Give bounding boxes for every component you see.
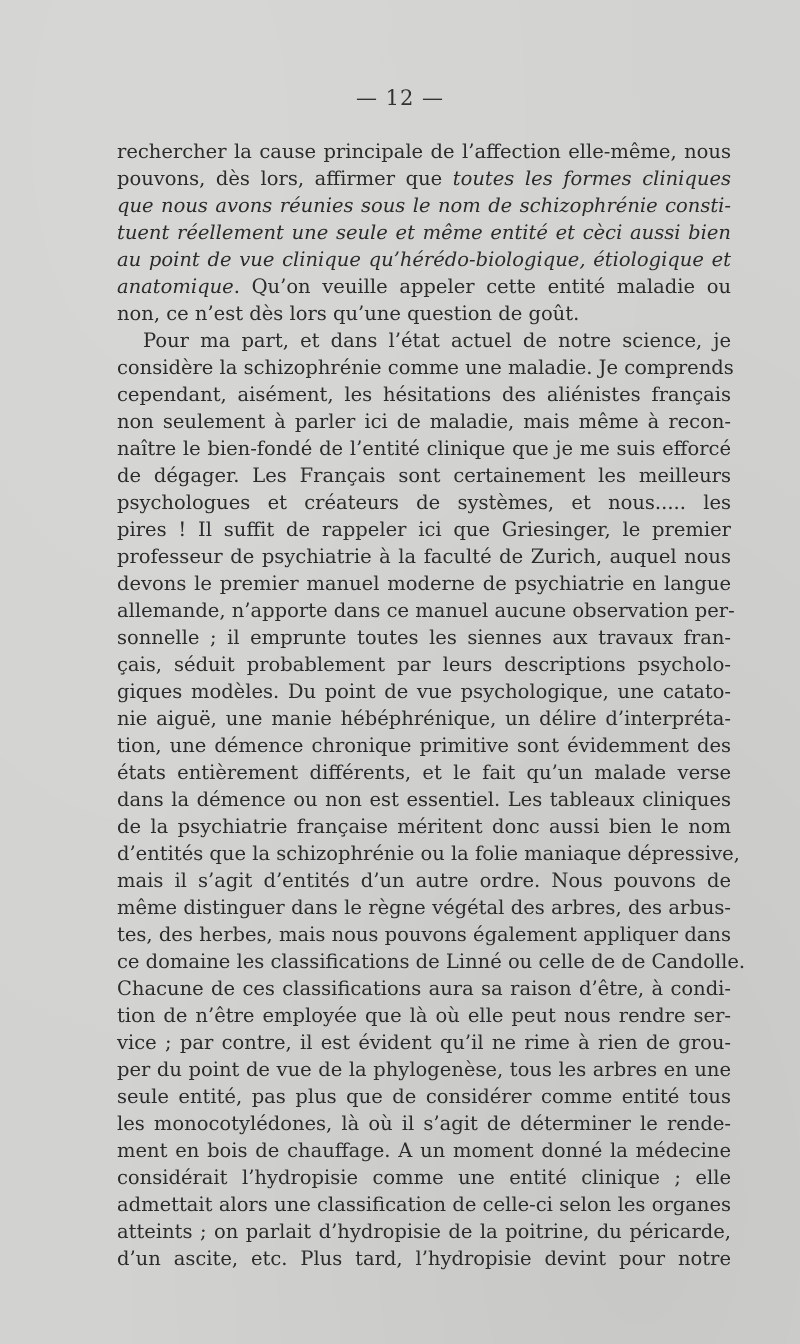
- text-line: admettait alors une classification de celle-ci selon les organes: [117, 1193, 731, 1216]
- text-line: devons le premier manuel moderne de psychiatrie en langue: [117, 572, 731, 595]
- text-line: professeur de psychiatrie à la faculté de Zurich, auquel nous: [117, 545, 731, 568]
- text-line: per du point de vue de la phylogenèse, tous les arbres en une: [117, 1058, 731, 1081]
- text-line: ce domaine les classifications de Linné ou celle de de Candolle.: [117, 950, 746, 973]
- text-line: les monocotylédones, là où il s’agit de déterminer le rende-: [117, 1112, 731, 1135]
- text-line: [117, 273, 731, 300]
- text-line: tion de n’être employée que là où elle peut nous rendre ser-: [117, 1004, 731, 1027]
- text-line: considère la schizophrénie comme une maladie. Je comprends: [117, 356, 734, 379]
- text-line: seule entité, pas plus que de considérer comme entité tous: [117, 1085, 731, 1108]
- text-line: de dégager. Les Français sont certainement les meilleurs: [117, 464, 731, 487]
- text-line: non, ce n’est dès lors qu’une question de goût.: [117, 302, 580, 325]
- text-run: . Qu’on veuille appeler cette entité maladie ou: [233, 275, 731, 298]
- text-line: tion, une démence chronique primitive sont évidemment des: [117, 734, 731, 757]
- text-line: de la psychiatrie française méritent donc aussi bien le nom: [117, 815, 731, 838]
- text-line: vice ; par contre, il est évident qu’il ne rime à rien de grou-: [117, 1031, 731, 1054]
- text-line: mais il s’agit d’entités d’un autre ordre. Nous pouvons de: [117, 869, 731, 892]
- text-line: d’un ascite, etc. Plus tard, l’hydropisie devint pour notre: [117, 1247, 731, 1270]
- text-line: sonnelle ; il emprunte toutes les siennes aux travaux fran-: [117, 626, 731, 649]
- text-line: cependant, aisément, les hésitations des aliénistes français: [117, 383, 731, 406]
- text-line: d’entités que la schizophrénie ou la folie maniaque dépressive,: [117, 842, 740, 865]
- text-line: considérait l’hydropisie comme une entité clinique ; elle: [117, 1166, 731, 1189]
- text-line: dans la démence ou non est essentiel. Les tableaux cliniques: [117, 788, 731, 811]
- page-number: — 12 —: [355, 86, 445, 110]
- text-line: Pour ma part, et dans l’état actuel de notre science, je: [143, 329, 731, 352]
- text-line: au point de vue clinique qu’hérédo-biologique, étiologique et: [117, 248, 731, 271]
- text-line: atteints ; on parlait d’hydropisie de la poitrine, du péricarde,: [117, 1220, 731, 1243]
- text-line: nie aiguë, une manie hébéphrénique, un délire d’interpréta-: [117, 707, 731, 730]
- text-run: pouvons, dès lors, affirmer que: [117, 167, 453, 190]
- text-run-italic: anatomique: [117, 275, 234, 298]
- text-line: allemande, n’apporte dans ce manuel aucune observation per-: [117, 599, 735, 622]
- text-line: naître le bien-fondé de l’entité clinique que je me suis efforcé: [117, 437, 731, 460]
- text-line: rechercher la cause principale de l’affection elle-même, nous: [117, 140, 731, 163]
- text-line: états entièrement différents, et le fait qu’un malade verse: [117, 761, 731, 784]
- text-run-italic: toutes les formes cliniques: [452, 167, 731, 190]
- text-line: [117, 165, 731, 192]
- text-line: çais, séduit probablement par leurs descriptions psycholo-: [117, 653, 731, 676]
- text-line: non seulement à parler ici de maladie, mais même à recon-: [117, 410, 731, 433]
- text-line: que nous avons réunies sous le nom de schizophrénie consti-: [117, 194, 731, 217]
- text-line: giques modèles. Du point de vue psychologique, une catato-: [117, 680, 731, 703]
- text-line: pires ! Il suffit de rappeler ici que Griesinger, le premier: [117, 518, 731, 541]
- text-line: même distinguer dans le règne végétal des arbres, des arbus-: [117, 896, 731, 919]
- text-line: tes, des herbes, mais nous pouvons également appliquer dans: [117, 923, 731, 946]
- body-text: [117, 138, 746, 1272]
- text-line: ment en bois de chauffage. A un moment donné la médecine: [117, 1139, 731, 1162]
- text-line: psychologues et créateurs de systèmes, et nous..... les: [117, 491, 731, 514]
- text-line: Chacune de ces classifications aura sa raison d’être, à condi-: [117, 977, 731, 1000]
- text-line: tuent réellement une seule et même entité et cèci aussi bien: [117, 221, 731, 244]
